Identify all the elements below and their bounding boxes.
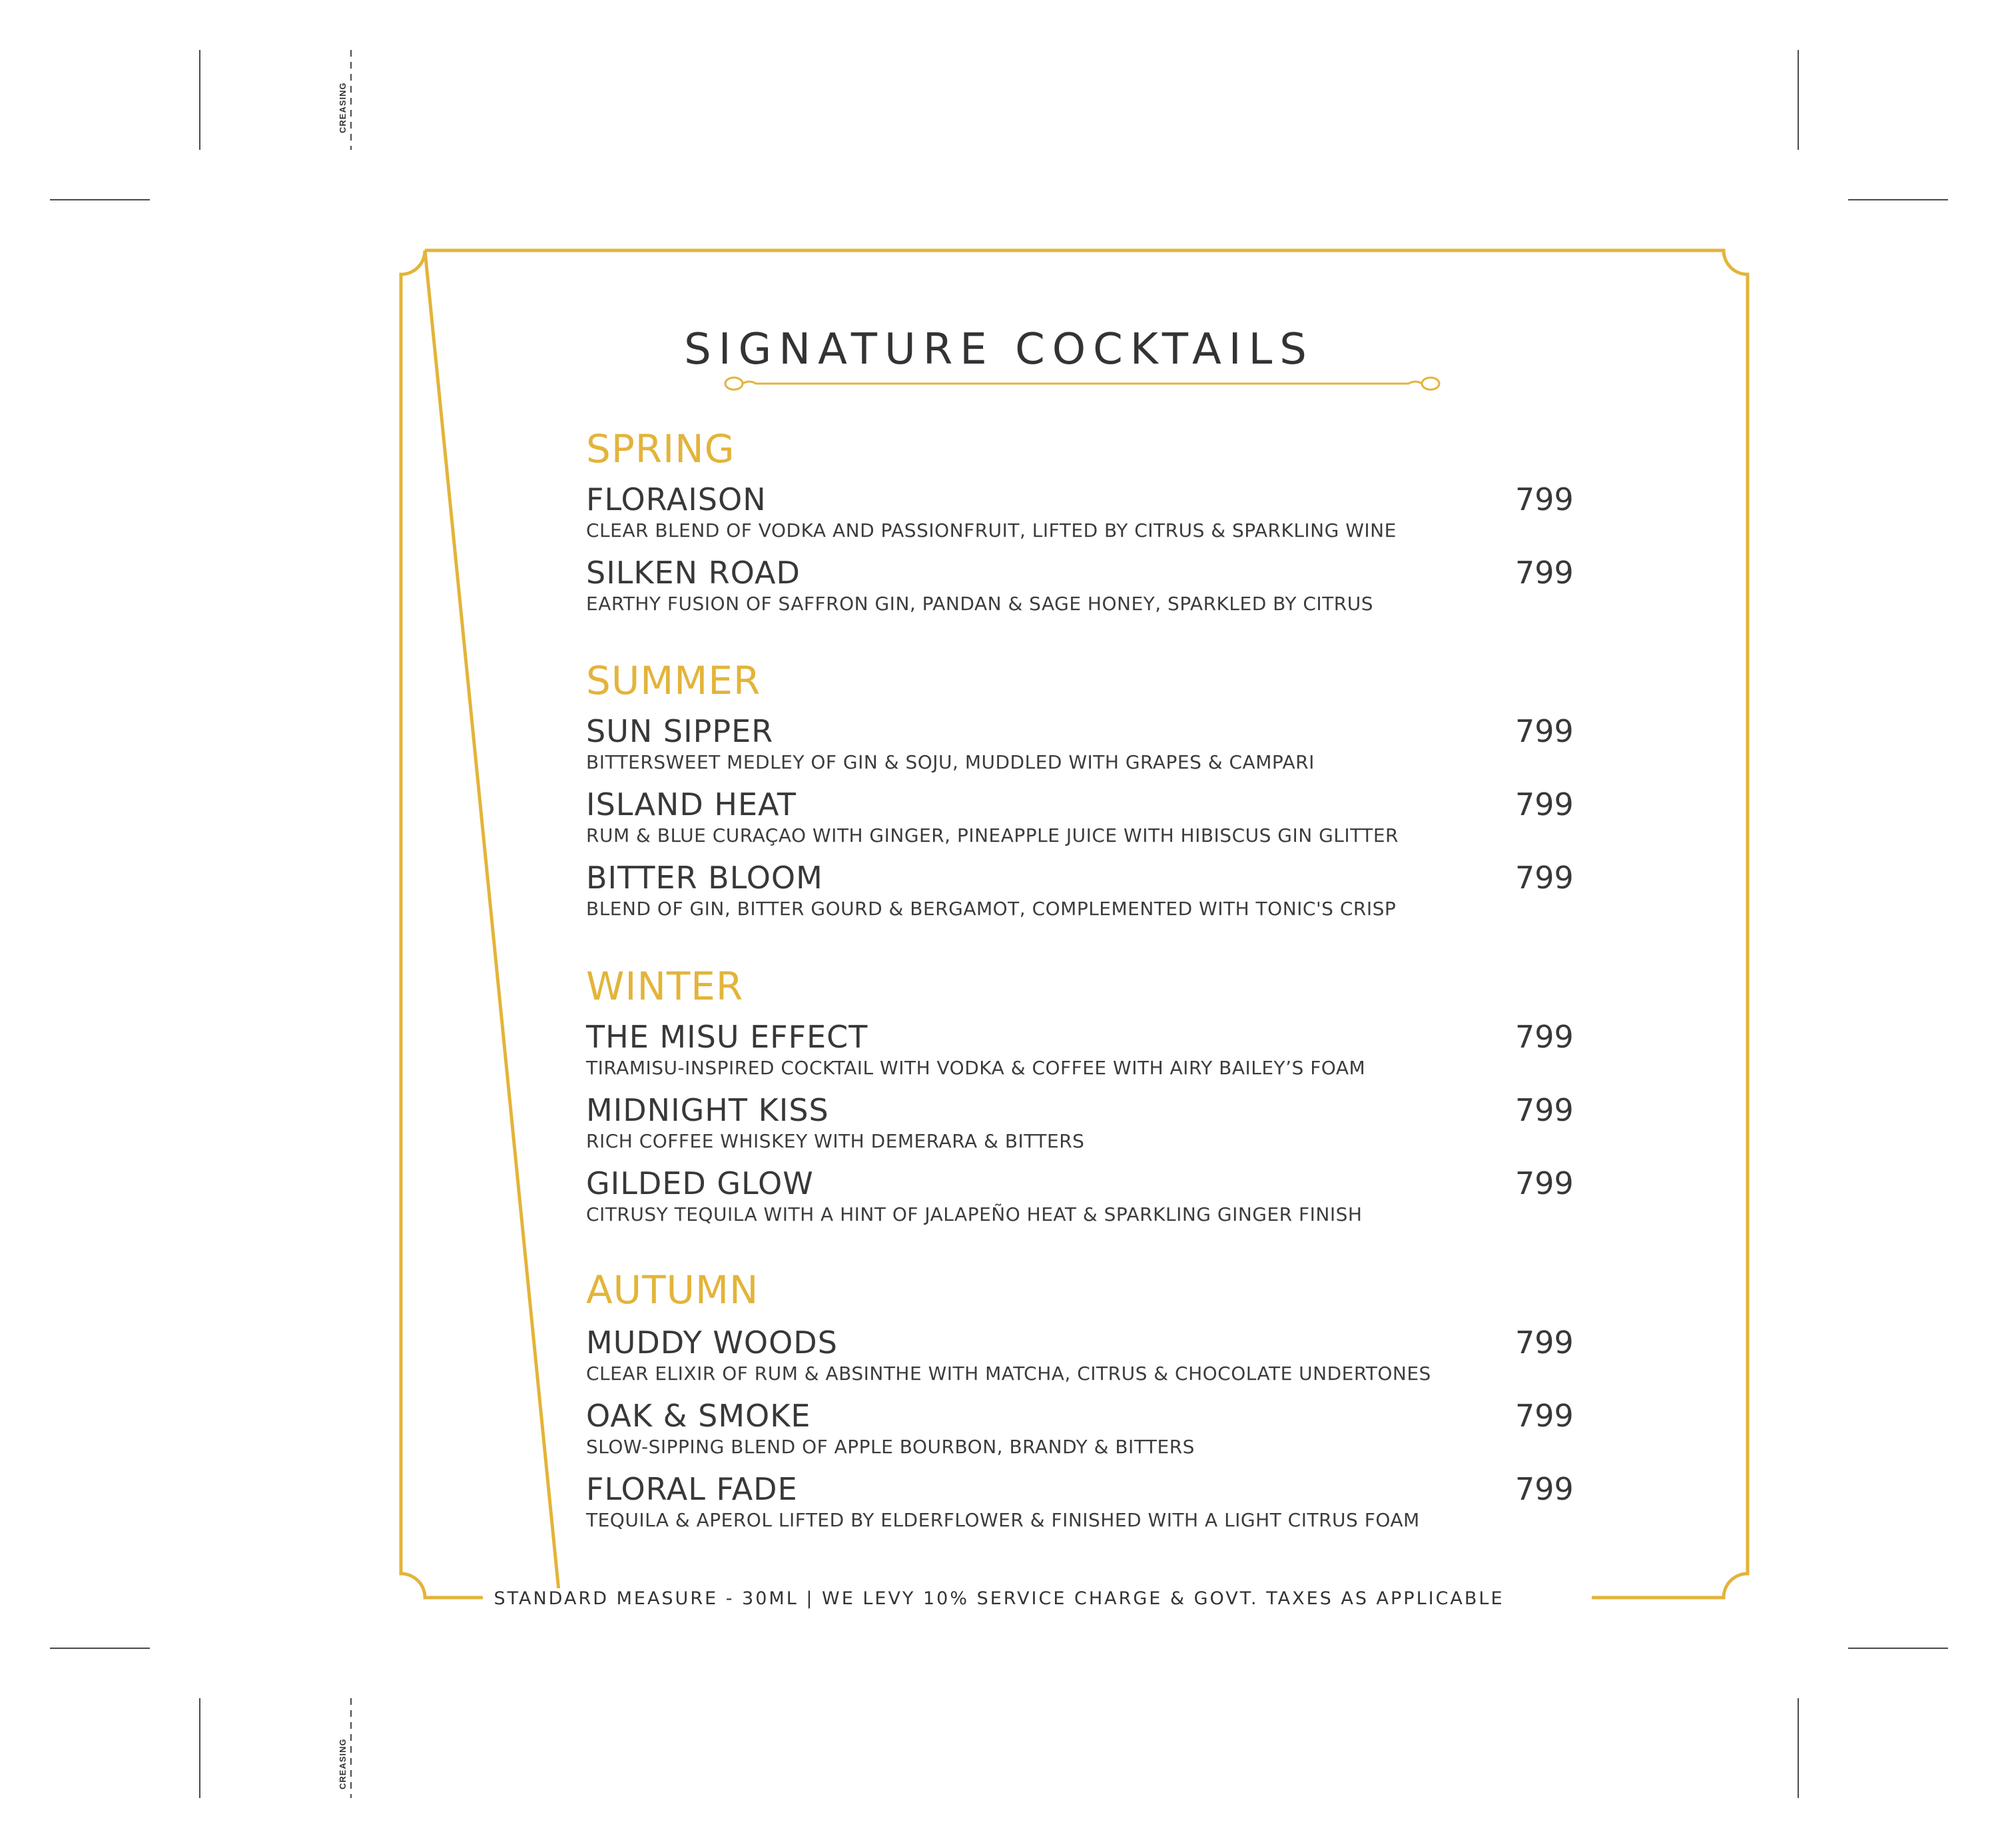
- section-title-summer: SUMMER: [586, 658, 761, 703]
- item-desc-bitter-bloom: BLEND OF GIN, BITTER GOURD & BERGAMOT, COMPLEMENTED WITH TONIC'S CRISP: [586, 898, 1397, 920]
- footer-note: STANDARD MEASURE - 30ML | WE LEVY 10% SERVICE CHARGE & GOVT. TAXES AS APPLICABLE: [483, 1588, 1514, 1609]
- section-title-autumn: AUTUMN: [586, 1267, 759, 1313]
- item-price-muddy-woods: 799: [1515, 1325, 1574, 1361]
- item-price-oak-and-smoke: 799: [1515, 1398, 1574, 1434]
- section-title-spring: SPRING: [586, 426, 735, 471]
- item-desc-sun-sipper: BITTERSWEET MEDLEY OF GIN & SOJU, MUDDLED WITH GRAPES & CAMPARI: [586, 751, 1315, 773]
- item-desc-muddy-woods: CLEAR ELIXIR OF RUM & ABSINTHE WITH MATCHA, CITRUS & CHOCOLATE UNDERTONES: [586, 1363, 1431, 1385]
- crop-marks: [50, 50, 1948, 1798]
- item-desc-floral-fade: TEQUILA & APEROL LIFTED BY ELDERFLOWER & FINISHED WITH A LIGHT CITRUS FOAM: [586, 1509, 1420, 1531]
- item-desc-floraison: CLEAR BLEND OF VODKA AND PASSIONFRUIT, LIFTED BY CITRUS & SPARKLING WINE: [586, 519, 1397, 541]
- item-price-silken-road: 799: [1515, 555, 1574, 591]
- crease-label-top: CREASING: [338, 82, 348, 133]
- item-price-gilded-glow: 799: [1515, 1165, 1574, 1201]
- menu-footer: [0, 1588, 1998, 1609]
- item-price-sun-sipper: 799: [1515, 713, 1574, 749]
- item-price-bitter-bloom: 799: [1515, 860, 1574, 896]
- item-name-bitter-bloom: BITTER BLOOM: [586, 860, 823, 896]
- section-title-winter: WINTER: [586, 964, 744, 1009]
- item-name-midnight-kiss: MIDNIGHT KISS: [586, 1092, 829, 1128]
- item-name-gilded-glow: GILDED GLOW: [586, 1165, 814, 1201]
- item-name-muddy-woods: MUDDY WOODS: [586, 1325, 838, 1361]
- item-price-the-misu-effect: 799: [1515, 1019, 1574, 1055]
- item-price-floral-fade: 799: [1515, 1471, 1574, 1507]
- item-desc-silken-road: EARTHY FUSION OF SAFFRON GIN, PANDAN & SAGE HONEY, SPARKLED BY CITRUS: [586, 593, 1373, 615]
- item-name-oak-and-smoke: OAK & SMOKE: [586, 1398, 811, 1434]
- item-price-floraison: 799: [1515, 481, 1574, 517]
- crease-label-bottom: CREASING: [338, 1738, 348, 1789]
- item-name-island-heat: ISLAND HEAT: [586, 786, 797, 822]
- item-desc-oak-and-smoke: SLOW-SIPPING BLEND OF APPLE BOURBON, BRANDY & BITTERS: [586, 1436, 1195, 1458]
- item-desc-gilded-glow: CITRUSY TEQUILA WITH A HINT OF JALAPEÑO HEAT & SPARKLING GINGER FINISH: [586, 1203, 1363, 1225]
- item-name-floral-fade: FLORAL FADE: [586, 1471, 798, 1507]
- item-name-silken-road: SILKEN ROAD: [586, 555, 801, 591]
- item-name-the-misu-effect: THE MISU EFFECT: [586, 1019, 868, 1055]
- item-name-sun-sipper: SUN SIPPER: [586, 713, 774, 749]
- item-desc-midnight-kiss: RICH COFFEE WHISKEY WITH DEMERARA & BITTERS: [586, 1130, 1085, 1152]
- item-name-floraison: FLORAISON: [586, 481, 767, 517]
- item-desc-the-misu-effect: TIRAMISU-INSPIRED COCKTAIL WITH VODKA & COFFEE WITH AIRY BAILEY’S FOAM: [586, 1057, 1366, 1079]
- item-desc-island-heat: RUM & BLUE CURAÇAO WITH GINGER, PINEAPPLE JUICE WITH HIBISCUS GIN GLITTER: [586, 824, 1399, 846]
- item-price-island-heat: 799: [1515, 786, 1574, 822]
- item-price-midnight-kiss: 799: [1515, 1092, 1574, 1128]
- menu-title: SIGNATURE COCKTAILS: [684, 325, 1314, 374]
- title-ornament-divider: [725, 378, 1439, 390]
